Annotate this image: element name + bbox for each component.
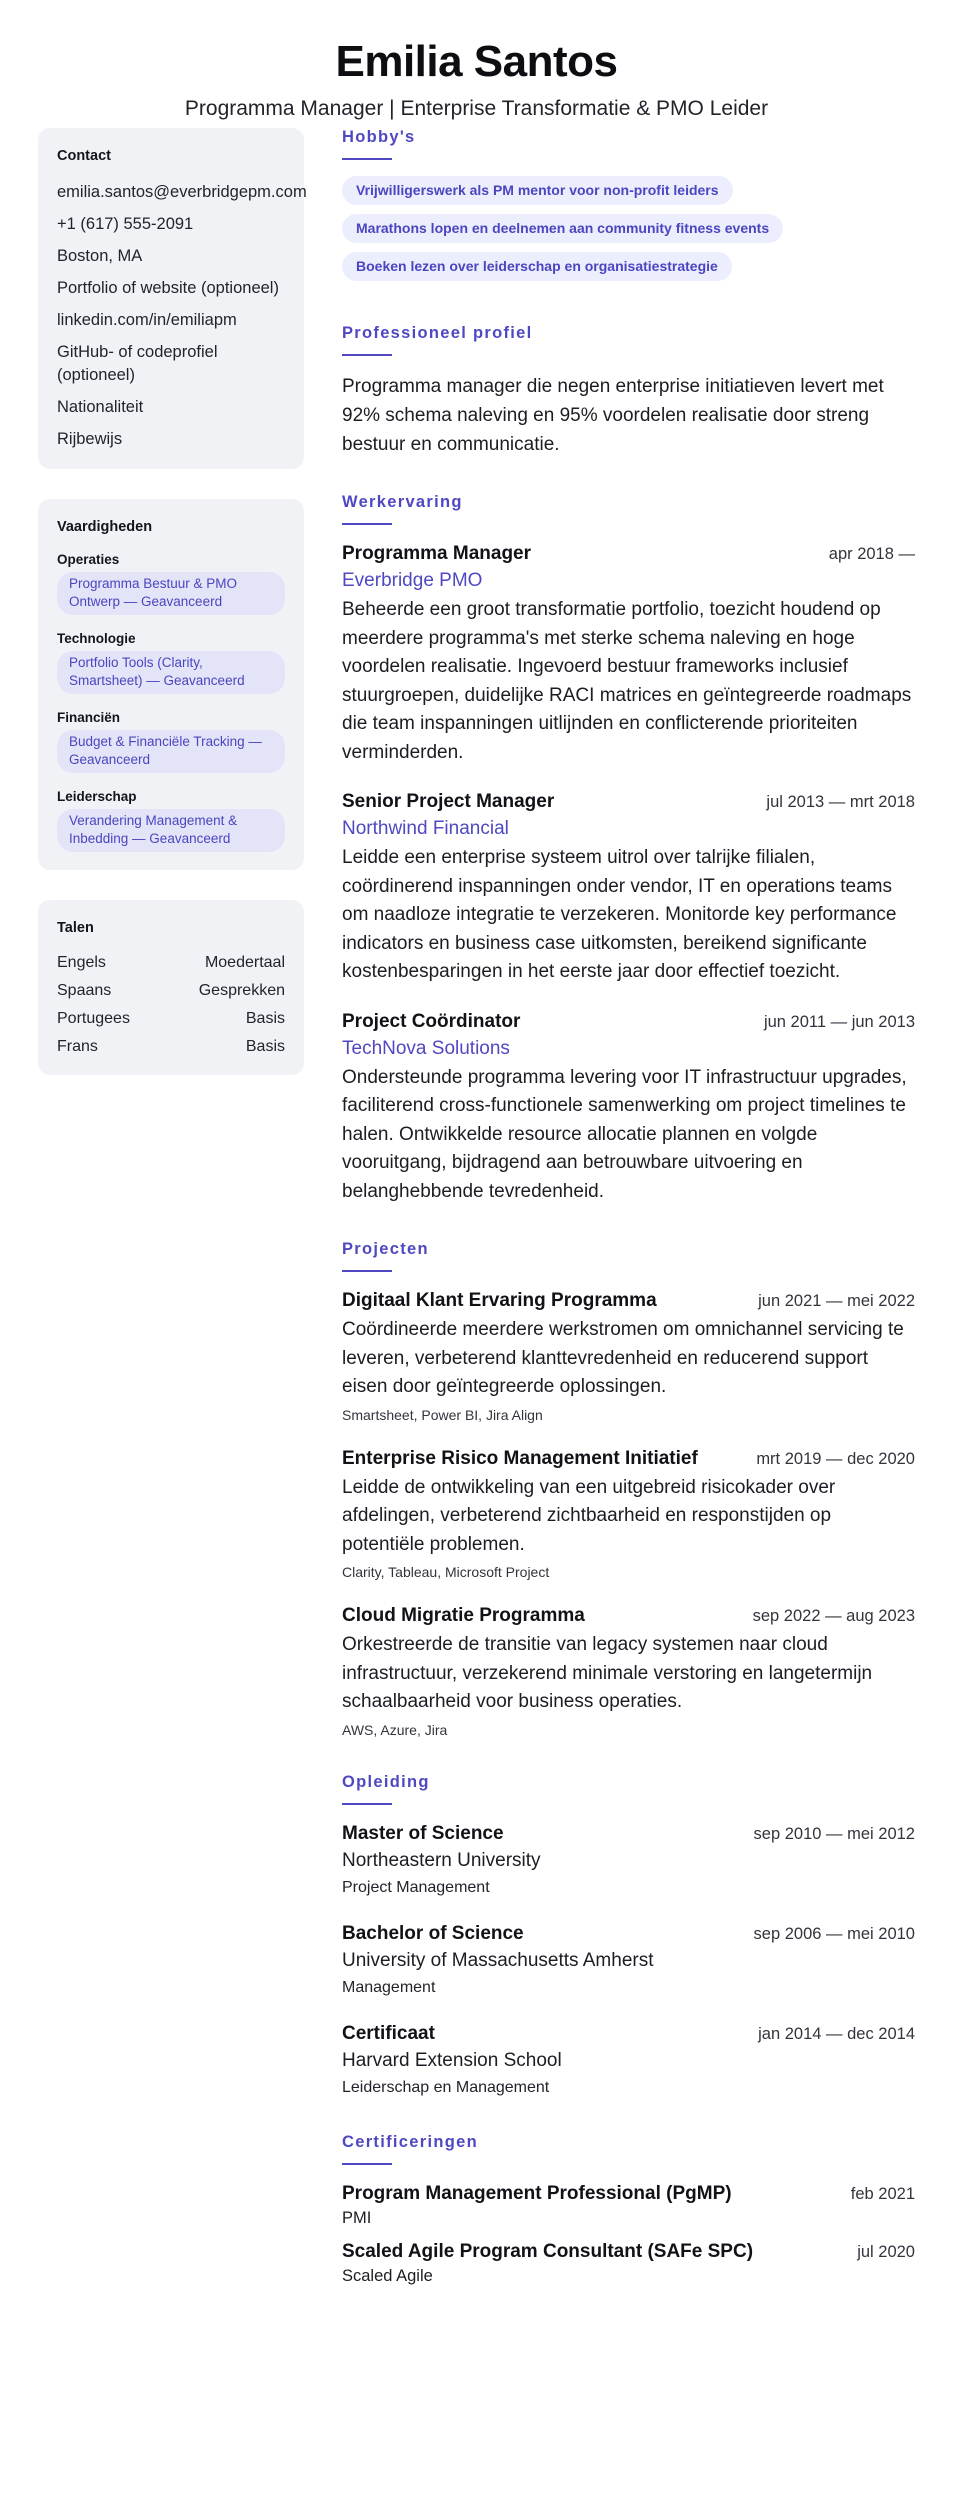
project-dates: mrt 2019 — dec 2020 xyxy=(756,1449,915,1468)
main-content xyxy=(342,128,915,2321)
candidate-headline: Programma Manager | Enterprise Transformatie & PMO Leider xyxy=(184,97,769,120)
project-dates: jun 2021 — mei 2022 xyxy=(758,1292,915,1310)
language-level: Basis xyxy=(245,1010,285,1027)
section-underline xyxy=(342,1803,392,1805)
contact-portfolio: Portfolio of website (optioneel) xyxy=(57,279,279,297)
resume-header xyxy=(0,0,953,128)
project-tech: AWS, Azure, Jira xyxy=(342,1721,448,1738)
section-title: Hobby's xyxy=(342,128,416,146)
sidebar xyxy=(38,128,307,2321)
hobby-list xyxy=(342,176,915,290)
project-description: Coördineerde meerdere werkstromen om omnichannel servicing te leveren, verbeterend klanttevredenheid en reducerend support eisen door geïntegreerde oplossingen. xyxy=(342,1319,904,1397)
project-tech: Smartsheet, Power BI, Jira Align xyxy=(342,1406,543,1423)
education-school: University of Massachusetts Amherst xyxy=(342,1949,654,1971)
job-company: TechNova Solutions xyxy=(342,1037,510,1059)
certification-issuer: PMI xyxy=(342,2208,372,2227)
section-title: Projecten xyxy=(342,1240,429,1258)
job-dates: apr 2018 — xyxy=(828,545,915,563)
hobby-pill: Vrijwilligerswerk als PM mentor voor non-profit leiders xyxy=(342,176,733,205)
skill-group-operaties xyxy=(57,552,285,615)
projects-section xyxy=(342,1240,915,1739)
experience-entry xyxy=(342,541,915,767)
job-dates: jul 2013 — mrt 2018 xyxy=(766,793,915,811)
certification-entry xyxy=(342,2239,915,2287)
language-name: Frans xyxy=(57,1038,98,1055)
contact-card xyxy=(38,128,307,469)
section-underline xyxy=(342,158,392,160)
skill-group-title: Technologie xyxy=(57,631,136,646)
project-dates: sep 2022 — aug 2023 xyxy=(752,1607,915,1625)
education-degree: Master of Science xyxy=(342,1822,504,1844)
education-field: Management xyxy=(342,1978,436,1996)
contact-email[interactable]: emilia.santos@everbridgepm.com xyxy=(57,183,307,201)
section-underline xyxy=(342,523,392,525)
skill-group-technologie xyxy=(57,631,285,694)
contact-location: Boston, MA xyxy=(57,247,143,265)
certification-name: Program Management Professional (PgMP) xyxy=(342,2182,732,2204)
section-title: Certificeringen xyxy=(342,2132,478,2151)
job-title: Senior Project Manager xyxy=(342,791,555,812)
section-underline xyxy=(342,2163,392,2165)
contact-phone[interactable]: +1 (617) 555-2091 xyxy=(57,215,194,233)
education-entry xyxy=(342,1821,915,1899)
language-row xyxy=(57,1009,285,1029)
project-entry xyxy=(342,1603,915,1739)
experience-entry xyxy=(342,1009,915,1207)
certification-issuer: Scaled Agile xyxy=(342,2266,433,2285)
job-title: Programma Manager xyxy=(342,543,532,564)
certification-date: jul 2020 xyxy=(857,2242,915,2261)
experience-section xyxy=(342,493,915,1206)
job-company: Everbridge PMO xyxy=(342,570,483,591)
languages-card xyxy=(38,900,304,1075)
project-description: Leidde de ontwikkeling van een uitgebreid risicokader over afdelingen, verbeterend zichtbaarheid en responstijden op potentiële problemen. xyxy=(342,1476,836,1555)
section-title: Opleiding xyxy=(342,1772,430,1791)
skill-group-leiderschap xyxy=(57,789,285,852)
project-name: Digitaal Klant Ervaring Programma xyxy=(342,1290,657,1311)
skill-pill: Portfolio Tools (Clarity, Smartsheet) — Geavanceerd xyxy=(57,651,285,694)
language-name: Spaans xyxy=(57,982,112,999)
language-name: Portugees xyxy=(57,1010,130,1027)
job-title: Project Coördinator xyxy=(342,1010,521,1032)
project-entry xyxy=(342,1288,915,1424)
education-dates: sep 2006 — mei 2010 xyxy=(753,1924,915,1943)
education-degree: Certificaat xyxy=(342,2022,435,2044)
contact-github: GitHub- of codeprofiel (optioneel) xyxy=(57,343,218,384)
certification-entry xyxy=(342,2181,915,2229)
language-level: Gesprekken xyxy=(198,982,285,999)
job-description: Leidde een enterprise systeem uitrol over talrijke filialen, coördinerend inspanningen onder vendor, IT en operations teams om naadloze integratie te verzekeren. Monitorde key performance indicators en business case uitkomsten, bereikend significante kostenbesparingen in het eerste jaar door effectief toezicht. xyxy=(342,847,897,982)
resume-columns xyxy=(0,128,953,2321)
education-school: Harvard Extension School xyxy=(342,2049,562,2071)
skill-pill: Programma Bestuur & PMO Ontwerp — Geavanceerd xyxy=(57,572,285,615)
certifications-section xyxy=(342,2133,915,2287)
hobby-pill: Marathons lopen en deelnemen aan community fitness events xyxy=(342,214,783,243)
language-name: Engels xyxy=(57,954,106,971)
skill-pill: Verandering Management & Inbedding — Geavanceerd xyxy=(57,809,285,852)
project-entry xyxy=(342,1446,915,1582)
job-description: Ondersteunde programma levering voor IT infrastructuur upgrades, faciliterend cross-functionele samenwerking om project timelines te halen. Ontwikkelde resource allocatie plannen en volgde vooruitgang, bijdragend aan betrouwbare uitvoering en belanghebbende tevredenheid. xyxy=(342,1066,907,1202)
language-row xyxy=(57,981,285,1001)
contact-title: Contact xyxy=(57,148,111,164)
project-name: Cloud Migratie Programma xyxy=(342,1605,585,1626)
education-school: Northeastern University xyxy=(342,1849,541,1871)
skill-group-title: Financiën xyxy=(57,710,121,725)
project-name: Enterprise Risico Management Initiatief xyxy=(342,1447,698,1469)
section-underline xyxy=(342,354,392,356)
education-field: Project Management xyxy=(342,1878,490,1896)
section-underline xyxy=(342,1270,392,1272)
skill-pill: Budget & Financiële Tracking — Geavanceerd xyxy=(57,730,285,773)
skills-title: Vaardigheden xyxy=(57,519,153,535)
profile-summary: Programma manager die negen enterprise initiatieven levert met 92% schema naleving en 95% voordelen realisatie door streng bestuur en communicatie. xyxy=(342,376,884,455)
skill-group-title: Operaties xyxy=(57,552,120,567)
job-company: Northwind Financial xyxy=(342,818,509,839)
candidate-name: Emilia Santos xyxy=(335,37,618,86)
skills-card xyxy=(38,499,304,870)
certification-date: feb 2021 xyxy=(850,2184,915,2203)
education-entry xyxy=(342,2021,915,2099)
contact-linkedin[interactable]: linkedin.com/in/emiliapm xyxy=(57,311,237,329)
education-dates: sep 2010 — mei 2012 xyxy=(753,1824,915,1843)
education-dates: jan 2014 — dec 2014 xyxy=(758,2024,915,2043)
language-level: Basis xyxy=(245,1038,285,1055)
hobby-pill: Boeken lezen over leiderschap en organisatiestrategie xyxy=(342,252,732,281)
profile-section xyxy=(342,324,915,459)
education-degree: Bachelor of Science xyxy=(342,1922,524,1944)
section-title: Werkervaring xyxy=(342,493,463,511)
language-level: Moedertaal xyxy=(204,954,285,971)
language-row xyxy=(57,1037,285,1057)
section-title: Professioneel profiel xyxy=(342,324,533,342)
project-description: Orkestreerde de transitie van legacy systemen naar cloud infrastructuur, verzekerend minimale verstoring en langetermijn schaalbaarheid voor business operaties. xyxy=(342,1634,873,1712)
contact-nationality: Nationaliteit xyxy=(57,398,144,416)
languages-title: Talen xyxy=(57,920,94,936)
project-tech: Clarity, Tableau, Microsoft Project xyxy=(342,1564,550,1580)
hobbies-section xyxy=(342,128,915,290)
skill-group-financien xyxy=(57,710,285,773)
contact-drivers-license: Rijbewijs xyxy=(57,430,123,448)
job-description: Beheerde een groot transformatie portfolio, toezicht houdend op meerdere programma's met sterke schema naleving en hoge voordelen realisatie. Ingevoerd bestuur frameworks inclusief stuurgroepen, duidelijke RACI matrices en geïntegreerde roadmaps die team inspanningen uitlijnden en conflicterende prioriteiten verminderden. xyxy=(342,599,912,763)
skill-group-title: Leiderschap xyxy=(57,789,137,804)
language-row xyxy=(57,953,285,973)
experience-entry xyxy=(342,789,915,987)
job-dates: jun 2011 — jun 2013 xyxy=(763,1012,915,1031)
education-section xyxy=(342,1773,915,2099)
education-field: Leiderschap en Management xyxy=(342,2078,550,2096)
education-entry xyxy=(342,1921,915,1999)
certification-name: Scaled Agile Program Consultant (SAFe SPC) xyxy=(342,2240,754,2262)
